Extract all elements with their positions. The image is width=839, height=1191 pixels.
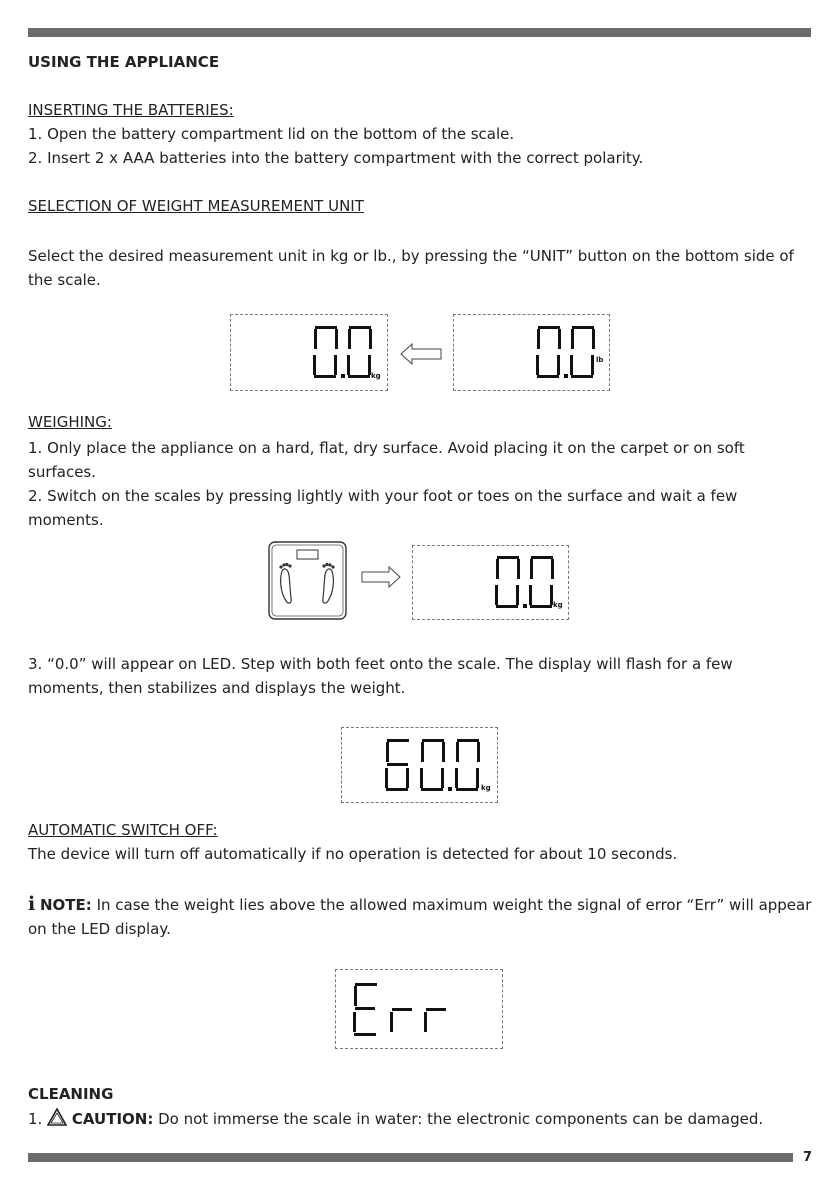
unit-label-kg: kg bbox=[371, 372, 381, 380]
lcd-display-zero bbox=[412, 545, 569, 620]
lcd-display-kg bbox=[230, 314, 388, 391]
unit-label-kg: kg bbox=[481, 784, 491, 792]
unit-label-kg: kg bbox=[553, 601, 563, 609]
bathroom-scale-icon bbox=[268, 541, 348, 621]
batteries-step-2: 2. Insert 2 x AAA batteries into the battery compartment with the correct polarity. bbox=[28, 149, 644, 167]
lcd-display-error bbox=[335, 969, 503, 1049]
bottom-rule bbox=[28, 1153, 793, 1162]
heading-auto-off: AUTOMATIC SWITCH OFF: bbox=[28, 821, 218, 839]
note-label: NOTE: bbox=[40, 896, 92, 914]
heading-cleaning: CLEANING bbox=[28, 1085, 114, 1103]
caution-label: CAUTION: bbox=[71, 1110, 154, 1128]
heading-unit: SELECTION OF WEIGHT MEASUREMENT UNIT bbox=[28, 197, 364, 215]
caution-text: Do not immerse the scale in water: the electronic components can be damaged. bbox=[153, 1110, 764, 1128]
unit-label-lb: lb bbox=[596, 356, 604, 364]
page-number: 7 bbox=[803, 1150, 813, 1165]
heading-weighing: WEIGHING: bbox=[28, 413, 112, 431]
lcd-display-lb bbox=[453, 314, 610, 391]
weighing-step-1: 1. Only place the appliance on a hard, flat, dry surface. Avoid placing it on the carpet or on soft surfaces. bbox=[28, 439, 745, 481]
batteries-step-1: 1. Open the battery compartment lid on the bottom of the scale. bbox=[28, 125, 515, 143]
arrow-left-icon bbox=[400, 343, 442, 365]
heading-batteries: INSERTING THE BATTERIES: bbox=[28, 101, 234, 119]
top-rule bbox=[28, 28, 811, 37]
cleaning-step-number: 1. bbox=[28, 1110, 43, 1128]
weighing-step-2: 2. Switch on the scales by pressing lightly with your foot or toes on the surface and wait a few moments. bbox=[28, 487, 738, 529]
warning-triangle-icon bbox=[47, 1108, 67, 1126]
note-paragraph bbox=[28, 892, 813, 941]
auto-off-text: The device will turn off automatically if no operation is detected for about 10 seconds. bbox=[28, 845, 678, 863]
unit-text: Select the desired measurement unit in kg or lb., by pressing the “UNIT” button on the bottom side of the scale. bbox=[28, 247, 794, 289]
info-icon: i bbox=[28, 893, 36, 915]
weighing-step-3: 3. “0.0” will appear on LED. Step with both feet onto the scale. The display will flash for a few moments, then stabilizes and displays the weight. bbox=[28, 655, 733, 697]
arrow-right-icon bbox=[361, 566, 401, 588]
note-text: In case the weight lies above the allowed maximum weight the signal of error “Err” will appear on the LED display. bbox=[28, 896, 812, 938]
lcd-display-weight bbox=[341, 727, 498, 803]
section-title-using: USING THE APPLIANCE bbox=[28, 53, 220, 71]
cleaning-step-1 bbox=[28, 1108, 763, 1129]
